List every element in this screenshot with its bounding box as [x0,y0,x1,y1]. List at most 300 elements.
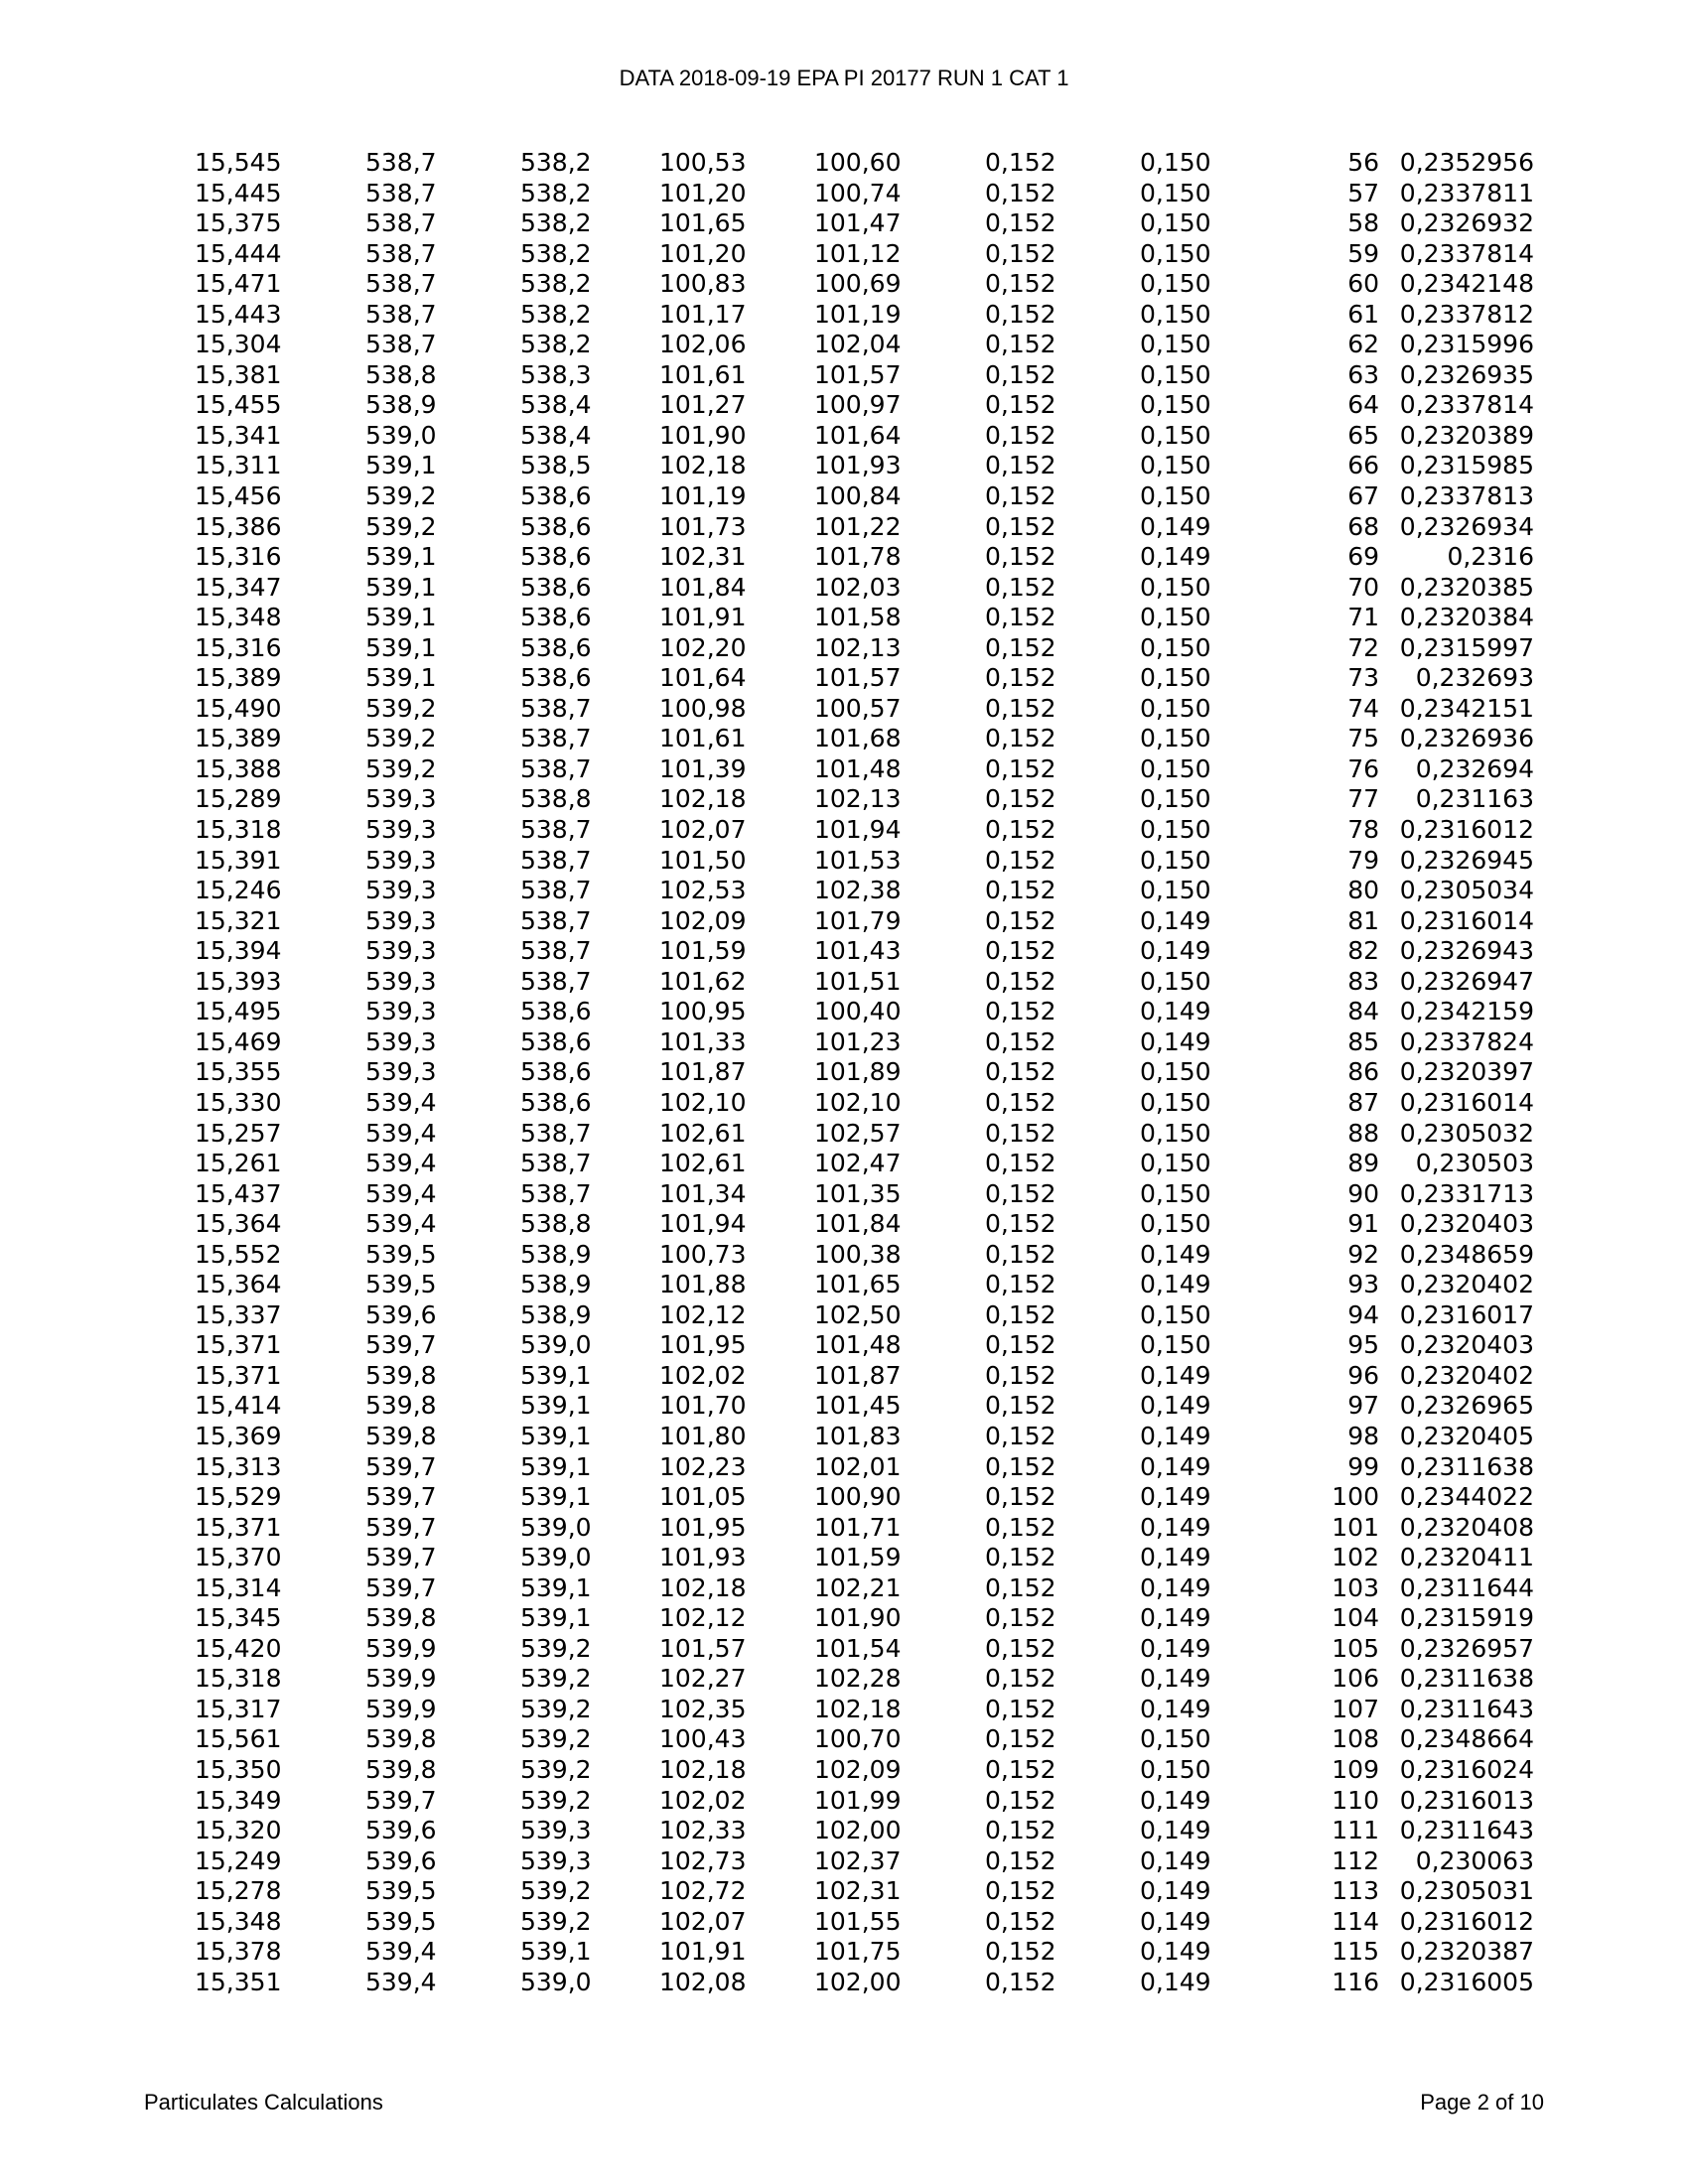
table-cell: 15,350 [195,1754,282,1784]
table-cell: 538,7 [365,330,437,359]
table-cell: 0,152 [985,1026,1056,1056]
table-cell: 538,5 [520,451,592,480]
table-cell: 0,150 [1140,390,1211,420]
table-cell: 87 [1347,1087,1379,1117]
table-cell: 0,152 [985,1845,1056,1875]
table-cell: 102,04 [814,330,902,359]
table-cell: 15,437 [195,1178,282,1208]
table-row [0,179,1688,209]
table-cell: 0,150 [1140,572,1211,602]
table-cell: 539,8 [365,1391,437,1421]
table-cell: 0,149 [1140,1633,1211,1663]
table-cell: 539,0 [520,1512,592,1542]
table-cell: 0,2320403 [1399,1330,1534,1360]
table-cell: 101,65 [659,208,747,238]
table-cell: 0,150 [1140,784,1211,814]
table-cell: 0,152 [985,572,1056,602]
table-cell: 0,2316024 [1399,1754,1534,1784]
table-cell: 539,2 [365,753,437,783]
table-cell: 0,2320405 [1399,1421,1534,1450]
table-cell: 102,00 [814,1967,902,1996]
table-cell: 0,152 [985,390,1056,420]
table-row [0,1816,1688,1846]
table-cell: 0,152 [985,1724,1056,1754]
table-cell: 0,150 [1140,359,1211,389]
table-cell: 0,152 [985,1178,1056,1208]
table-cell: 61 [1347,299,1379,329]
table-cell: 102,31 [659,542,747,572]
table-cell: 539,2 [520,1785,592,1815]
table-cell: 88 [1347,1118,1379,1148]
table-cell: 101,05 [659,1482,747,1512]
table-cell: 101,61 [659,359,747,389]
table-cell: 539,3 [365,966,437,996]
table-cell: 91 [1347,1209,1379,1239]
table-cell: 0,2320397 [1399,1057,1534,1087]
table-cell: 100,53 [659,148,747,177]
table-cell: 101,95 [659,1330,747,1360]
table-cell: 538,2 [520,148,592,177]
table-cell: 100,98 [659,693,747,723]
table-cell: 539,2 [520,1694,592,1723]
table-cell: 0,152 [985,1360,1056,1390]
table-cell: 0,2344022 [1399,1482,1534,1512]
table-cell: 96 [1347,1360,1379,1390]
table-cell: 0,150 [1140,724,1211,753]
table-cell: 102,23 [659,1451,747,1481]
table-cell: 0,2320384 [1399,603,1534,632]
table-cell: 539,2 [365,511,437,541]
table-cell: 0,150 [1140,1087,1211,1117]
table-cell: 538,2 [520,299,592,329]
table-cell: 100 [1332,1482,1379,1512]
table-cell: 111 [1332,1816,1379,1845]
table-cell: 0,152 [985,1633,1056,1663]
table-cell: 93 [1347,1270,1379,1299]
table-cell: 63 [1347,359,1379,389]
table-cell: 101,75 [814,1937,902,1967]
table-cell: 101,87 [814,1360,902,1390]
table-cell: 539,8 [365,1360,437,1390]
table-cell: 101,93 [814,451,902,480]
table-cell: 101,51 [814,966,902,996]
table-cell: 102,18 [659,1754,747,1784]
table-cell: 102,47 [814,1149,902,1178]
table-cell: 101,57 [659,1633,747,1663]
table-cell: 101,95 [659,1512,747,1542]
table-cell: 0,152 [985,1118,1056,1148]
table-cell: 75 [1347,724,1379,753]
table-cell: 0,2337813 [1399,481,1534,511]
table-cell: 0,2316017 [1399,1299,1534,1329]
table-cell: 539,4 [365,1178,437,1208]
table-row [0,300,1688,331]
table-cell: 0,152 [985,1421,1056,1450]
table-cell: 0,2320389 [1399,420,1534,450]
table-cell: 0,152 [985,1482,1056,1512]
table-cell: 538,7 [520,693,592,723]
table-cell: 15,552 [195,1239,282,1269]
table-cell: 101,35 [814,1178,902,1208]
table-cell: 0,2320411 [1399,1543,1534,1572]
table-cell: 0,150 [1140,1754,1211,1784]
table-row [0,573,1688,604]
table-cell: 539,2 [520,1664,592,1694]
table-cell: 100,74 [814,178,902,207]
table-cell: 101,57 [814,663,902,693]
table-cell: 538,4 [520,420,592,450]
table-cell: 538,4 [520,390,592,420]
table-cell: 539,1 [520,1391,592,1421]
table-cell: 15,317 [195,1694,282,1723]
table-cell: 538,7 [520,845,592,875]
table-cell: 94 [1347,1299,1379,1329]
table-cell: 100,40 [814,997,902,1026]
table-cell: 0,150 [1140,1149,1211,1178]
table-cell: 90 [1347,1178,1379,1208]
table-row [0,451,1688,481]
table-cell: 0,152 [985,359,1056,389]
table-cell: 102,53 [659,876,747,905]
table-cell: 0,149 [1140,1906,1211,1936]
table-cell: 0,152 [985,1937,1056,1967]
table-cell: 0,152 [985,420,1056,450]
table-cell: 0,2352956 [1399,148,1534,177]
table-row [0,542,1688,573]
table-row [0,967,1688,998]
table-row [0,1391,1688,1422]
table-cell: 0,152 [985,269,1056,299]
table-cell: 539,8 [365,1724,437,1754]
table-row [0,724,1688,754]
table-cell: 15,371 [195,1512,282,1542]
table-cell: 0,152 [985,1087,1056,1117]
table-cell: 0,152 [985,1057,1056,1087]
footer-page-number: Page 2 of 10 [1420,2090,1544,2115]
table-cell: 0,2316 [1447,542,1534,572]
table-cell: 66 [1347,451,1379,480]
table-cell: 71 [1347,603,1379,632]
table-cell: 539,8 [365,1421,437,1450]
table-cell: 101,83 [814,1421,902,1450]
table-row [0,663,1688,694]
table-cell: 102,31 [814,1876,902,1906]
table-cell: 15,351 [195,1967,282,1996]
table-row [0,603,1688,633]
table-cell: 539,3 [365,1057,437,1087]
table-cell: 0,2311643 [1399,1694,1534,1723]
table-cell: 15,369 [195,1421,282,1450]
table-row [0,876,1688,906]
table-row [0,390,1688,421]
table-cell: 78 [1347,815,1379,845]
table-row [0,1452,1688,1483]
table-cell: 539,8 [365,1603,437,1633]
table-row [0,1422,1688,1452]
table-row [0,1907,1688,1938]
table-cell: 101,48 [814,1330,902,1360]
table-cell: 539,2 [520,1876,592,1906]
table-cell: 0,152 [985,542,1056,572]
table-cell: 539,3 [365,1026,437,1056]
table-cell: 0,152 [985,1785,1056,1815]
table-cell: 0,149 [1140,1572,1211,1602]
table-cell: 15,249 [195,1845,282,1875]
table-cell: 15,364 [195,1270,282,1299]
table-cell: 102,38 [814,876,902,905]
table-cell: 0,2316005 [1399,1967,1534,1996]
table-cell: 59 [1347,238,1379,268]
table-cell: 539,6 [365,1299,437,1329]
table-cell: 0,150 [1140,632,1211,662]
table-row [0,1330,1688,1361]
table-cell: 539,3 [365,784,437,814]
table-cell: 0,149 [1140,997,1211,1026]
table-cell: 100,60 [814,148,902,177]
table-cell: 539,4 [365,1149,437,1178]
table-cell: 0,152 [985,632,1056,662]
table-cell: 101,79 [814,905,902,935]
table-cell: 102,10 [659,1087,747,1117]
table-row [0,906,1688,937]
table-cell: 538,9 [520,1270,592,1299]
table-cell: 539,1 [365,451,437,480]
table-cell: 538,8 [365,359,437,389]
table-cell: 101,88 [659,1270,747,1299]
table-row [0,208,1688,239]
table-cell: 58 [1347,208,1379,238]
table-cell: 0,152 [985,178,1056,207]
table-cell: 0,152 [985,815,1056,845]
table-cell: 0,149 [1140,1816,1211,1845]
table-cell: 15,313 [195,1451,282,1481]
table-cell: 80 [1347,876,1379,905]
table-cell: 102,61 [659,1149,747,1178]
table-cell: 0,149 [1140,1664,1211,1694]
table-cell: 105 [1332,1633,1379,1663]
table-cell: 62 [1347,330,1379,359]
table-cell: 0,152 [985,753,1056,783]
table-cell: 65 [1347,420,1379,450]
table-cell: 539,4 [365,1118,437,1148]
table-cell: 102,21 [814,1572,902,1602]
table-cell: 101,39 [659,753,747,783]
table-cell: 0,149 [1140,1876,1211,1906]
table-cell: 0,2311638 [1399,1451,1534,1481]
table-cell: 538,7 [365,178,437,207]
table-cell: 539,2 [520,1754,592,1784]
table-cell: 0,152 [985,1391,1056,1421]
table-cell: 539,5 [365,1906,437,1936]
table-cell: 0,2320403 [1399,1209,1534,1239]
table-cell: 101,43 [814,936,902,966]
table-cell: 0,231163 [1415,784,1534,814]
table-cell: 0,2316014 [1399,905,1534,935]
table-cell: 539,0 [520,1330,592,1360]
table-cell: 115 [1332,1937,1379,1967]
table-cell: 0,150 [1140,451,1211,480]
table-cell: 538,7 [520,753,592,783]
table-cell: 538,6 [520,572,592,602]
table-row [0,148,1688,179]
table-cell: 0,152 [985,238,1056,268]
table-cell: 0,149 [1140,1482,1211,1512]
table-cell: 539,3 [365,905,437,935]
table-cell: 100,69 [814,269,902,299]
table-cell: 101,80 [659,1421,747,1450]
table-cell: 0,152 [985,936,1056,966]
table-cell: 538,7 [520,966,592,996]
table-cell: 101,87 [659,1057,747,1087]
table-cell: 102,13 [814,784,902,814]
table-cell: 0,150 [1140,1209,1211,1239]
table-cell: 101,68 [814,724,902,753]
table-cell: 15,348 [195,603,282,632]
table-cell: 101,58 [814,603,902,632]
table-cell: 539,2 [365,724,437,753]
table-cell: 0,149 [1140,1785,1211,1815]
table-cell: 0,230503 [1415,1149,1534,1178]
table-cell: 15,414 [195,1391,282,1421]
table-cell: 102,03 [814,572,902,602]
table-cell: 102,00 [814,1816,902,1845]
table-cell: 102,08 [659,1967,747,1996]
table-cell: 539,1 [520,1482,592,1512]
table-cell: 101,93 [659,1543,747,1572]
table-cell: 0,150 [1140,1057,1211,1087]
table-cell: 15,321 [195,905,282,935]
table-cell: 79 [1347,845,1379,875]
table-cell: 102,73 [659,1845,747,1875]
table-cell: 15,320 [195,1816,282,1845]
table-cell: 102,35 [659,1694,747,1723]
table-cell: 102,28 [814,1664,902,1694]
table-cell: 101,19 [659,481,747,511]
table-cell: 538,7 [365,238,437,268]
table-cell: 0,2320402 [1399,1270,1534,1299]
table-cell: 100,95 [659,997,747,1026]
table-cell: 0,152 [985,1572,1056,1602]
table-cell: 101,78 [814,542,902,572]
table-cell: 0,150 [1140,663,1211,693]
table-cell: 0,152 [985,1816,1056,1845]
table-cell: 101,17 [659,299,747,329]
table-cell: 101,89 [814,1057,902,1087]
table-cell: 0,2326932 [1399,208,1534,238]
table-cell: 0,230063 [1415,1845,1534,1875]
table-row [0,1361,1688,1392]
table-cell: 82 [1347,936,1379,966]
table-cell: 112 [1332,1845,1379,1875]
table-cell: 0,150 [1140,330,1211,359]
table-row [0,512,1688,543]
table-row [0,1513,1688,1544]
table-cell: 539,9 [365,1633,437,1663]
table-cell: 95 [1347,1330,1379,1360]
table-cell: 0,2316012 [1399,815,1534,845]
table-cell: 0,2316013 [1399,1785,1534,1815]
table-cell: 0,152 [985,1543,1056,1572]
table-cell: 0,150 [1140,208,1211,238]
table-cell: 0,2315919 [1399,1603,1534,1633]
table-cell: 101,94 [814,815,902,845]
table-row [0,633,1688,664]
table-cell: 0,152 [985,1209,1056,1239]
table-cell: 0,149 [1140,936,1211,966]
table-cell: 101,22 [814,511,902,541]
table-cell: 15,529 [195,1482,282,1512]
table-cell: 538,7 [520,1118,592,1148]
table-row [0,360,1688,391]
table-cell: 0,2337824 [1399,1026,1534,1056]
table-cell: 97 [1347,1391,1379,1421]
table-cell: 102,33 [659,1816,747,1845]
table-cell: 0,152 [985,330,1056,359]
table-cell: 0,150 [1140,1330,1211,1360]
table-cell: 0,2326935 [1399,359,1534,389]
table-cell: 15,495 [195,997,282,1026]
table-cell: 0,150 [1140,299,1211,329]
table-cell: 101,91 [659,603,747,632]
table-cell: 102,09 [659,905,747,935]
table-cell: 0,2315997 [1399,632,1534,662]
table-cell: 0,149 [1140,511,1211,541]
table-cell: 539,2 [365,481,437,511]
table-cell: 101,59 [659,936,747,966]
table-cell: 101,34 [659,1178,747,1208]
table-cell: 0,150 [1140,845,1211,875]
table-cell: 86 [1347,1057,1379,1087]
table-cell: 101,70 [659,1391,747,1421]
table-cell: 101,90 [659,420,747,450]
table-cell: 15,347 [195,572,282,602]
table-cell: 101,94 [659,1209,747,1239]
table-cell: 0,152 [985,1906,1056,1936]
table-cell: 0,149 [1140,1451,1211,1481]
table-cell: 538,2 [520,238,592,268]
table-cell: 539,3 [365,936,437,966]
table-cell: 0,152 [985,1149,1056,1178]
table-cell: 102,72 [659,1876,747,1906]
table-cell: 101,47 [814,208,902,238]
table-cell: 0,2316014 [1399,1087,1534,1117]
table-cell: 108 [1332,1724,1379,1754]
table-cell: 538,7 [365,299,437,329]
table-cell: 0,2311638 [1399,1664,1534,1694]
table-cell: 100,43 [659,1724,747,1754]
table-cell: 100,70 [814,1724,902,1754]
table-cell: 102,07 [659,1906,747,1936]
table-cell: 102,02 [659,1360,747,1390]
table-cell: 0,152 [985,1967,1056,1996]
table-cell: 15,364 [195,1209,282,1239]
table-cell: 538,6 [520,511,592,541]
table-row [0,1695,1688,1725]
table-cell: 15,348 [195,1906,282,1936]
table-cell: 101,12 [814,238,902,268]
table-cell: 109 [1332,1754,1379,1784]
table-cell: 15,389 [195,724,282,753]
table-cell: 15,371 [195,1330,282,1360]
table-cell: 0,149 [1140,1967,1211,1996]
table-cell: 539,6 [365,1816,437,1845]
table-cell: 0,149 [1140,1239,1211,1269]
table-cell: 0,2326965 [1399,1391,1534,1421]
table-cell: 15,316 [195,632,282,662]
table-row [0,936,1688,967]
table-cell: 539,2 [520,1724,592,1754]
table-cell: 539,1 [520,1451,592,1481]
